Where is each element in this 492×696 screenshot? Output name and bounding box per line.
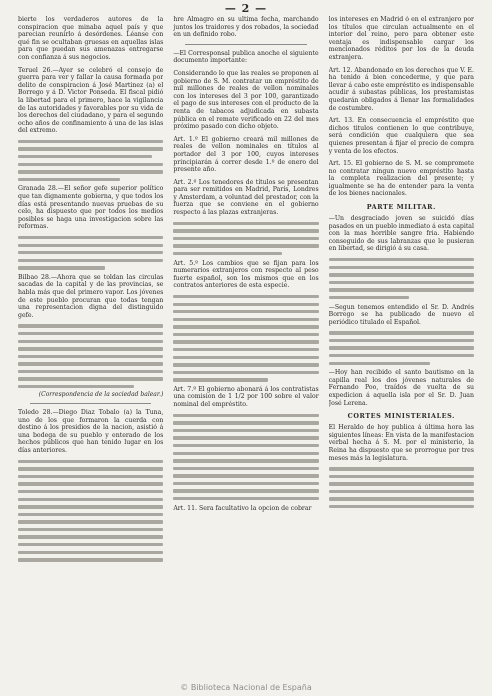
text-lines [18,460,163,562]
columns [18,16,474,678]
text-lines [18,324,163,388]
article-paragraph: Bilbao 28.—Ahora que se toldan las circulas sacadas de la capital y de las provincias, se habla más que del primero vapor. Los jóvenes de este pueblo procuran que todas tengan una representacion digna del distinguido gefe. [18,273,164,319]
article-intro: —El Corresponsal publica anoche el siguiente documento importante: [173,49,319,65]
article-paragraph: Art. 5.º Los cambios que se fijan para los numerarios extranjeros con respecto al peso fuerte español, son los mismos que en los contratos anteriores de esta especie. [173,259,319,290]
text-lines [18,140,163,181]
article-paragraph: Toledo 28.—Diego Diaz Tobalo (a) la Tuna, uno de los que formaron la cuerda con destino á los presidios de la nacion, asistió á una bodega de su pueblo y enterado de los hechos públicos que han tenido lugar en los días anteriores. [18,409,164,455]
source-credit: (Correspondencia de la sociedad balear.) [38,390,164,398]
section-heading: PARTE MILITAR. [366,203,436,212]
article-paragraph: los intereses en Madrid ó en el extranjero por los títulos que circulan actualmente en el interior del reino, pero para obtener este ventaja es indispensable cargar los mencionados réditos por los de la deuda extranjera. [328,16,474,61]
article-paragraph: —Un desgraciado joven se suicidó días pasados en un pueblo inmediato á esta capital con la mas horrible sangre fria. Habiendo conseguido de sus labranzas que le pusieran en libertad, se dirigió á su casa. [328,215,474,253]
article-paragraph: Art. 2.º Los tenedores de títulos se presentan para ser remitidos en Madrid, París, Londres y Amsterdam, a voluntad del prestador, con la fuerza que se conviene en el gobierno respecto á las plazas extranjeras. [173,178,319,217]
article-paragraph: El Heraldo de hoy publica á última hora las siguientes líneas: En vista de la manifestacion verbal hecha á S. M. por el ministerio, la Reina ha dispuesto que se prorrogue por tres meses más la legislatura. [328,424,474,462]
library-watermark: © Biblioteca Nacional de España [180,683,312,692]
article-paragraph: Art. 15. El gobierno de S. M. se compromete no contratar ningun nuevo empréstito hasta la completa realizacion del presente; y igualmente se ha de entender para la venta de los bienes nacionales. [328,160,474,198]
article-paragraph: Art. 1.º El gobierno creará mil millones de reales de vellon nominales en títulos al portador del 3 por 100, cuyos intereses principiarán á correr desde 1.º de enero del presente año. [173,135,319,174]
column-3 [329,16,474,678]
article-paragraph: Teruel 26.—Ayer se celebró el consejo de guerra para ver y fallar la causa formada por delito de conspiracion á José Martinez (a) el Borrego y á D. Victor Ponseda. El fiscal pidió la libertad para el primero, hace la vigilancia de las autoridades y favorables por su vida de los derechos del ciudadano, y para el segundo ocho años de confinamiento á una de las islas del extremo. [18,66,164,135]
article-paragraph: Granada 28.—El señor gefe superior político que tan dignamente gobierna, y que todos los días está presentando nuevas pruebas de su celo, ha dispuesto que por todos los medios posibles se haga una investigacion sobre las reformas. [18,185,164,231]
divider [30,403,151,404]
text-lines [173,295,318,382]
article-paragraph: Art. 13. En consecuencia el empréstito que dichos titulos contienen lo que contribuye, será condición que cualquiera que sea quienes presentan á fijar el precio de compra y venta de los efectos. [328,117,474,155]
text-lines [18,236,163,270]
column-2 [173,16,318,678]
article-paragraph: bierte los verdaderos autores de la conspiracion que minaba aquel país y que parecian reunirlo á desórdenes. Léanse con qué fin se ocultaban gruesas en aquellas islas para que puedan sus amenazas entregarse con confianza á sus negocios. [18,16,164,61]
text-lines [329,331,474,365]
text-lines [329,258,474,299]
article-paragraph: —Hoy han recibido el santo bautismo en la capilla real los dos jóvenes naturales de Fernando Poo, traídos de vuelta de su expedicion á aquella isla por el Sr. D. Juan José Lerena. [328,369,474,407]
divider [185,44,306,45]
column-1 [18,16,163,678]
article-paragraph: Art. 12. Abandonado en los derechos que V. E. ha tenido á bien concederme, y que para llevar á cabo este empréstito es indispensable acudir á subastas públicas, los prestamistas quedarán obligados á llenar las formalidades de costumbre. [328,66,474,112]
text-lines [173,414,318,501]
page-number: — 2 — [224,2,268,15]
article-paragraph: Art. 11. Sera facultativo la opcion de cobrar [173,504,312,512]
article-paragraph: hre Almagro en su ultima fecha, marchando juntos los traidores y dos robados, la sociedad en un definido robo. [173,16,319,39]
text-lines [329,467,474,508]
section-heading: CORTES MINISTERIALES. [347,412,455,421]
article-paragraph: Considerando lo que las reales se proponen al gobierno de S. M. contratar un empréstito de mil millones de reales de vellon nominales con los intereses del 3 por 100, garantizado el pago de sus intereses con el producto de la renta de tabacos adjudicada en subasta pública en el remate verificado en 22 del mes próximo pasado con dicho objeto. [173,69,319,131]
article-paragraph: Art. 7.º El gobierno abonará á los contratistas una comision de 1 1/2 por 100 sobre el valor nominal del empréstito. [173,385,319,409]
article-paragraph: —Segun tenemos entendido el Sr. D. Andrés Borrego se ha publicado de nuevo el periódico titulado el Español. [328,303,474,326]
text-lines [173,222,318,256]
